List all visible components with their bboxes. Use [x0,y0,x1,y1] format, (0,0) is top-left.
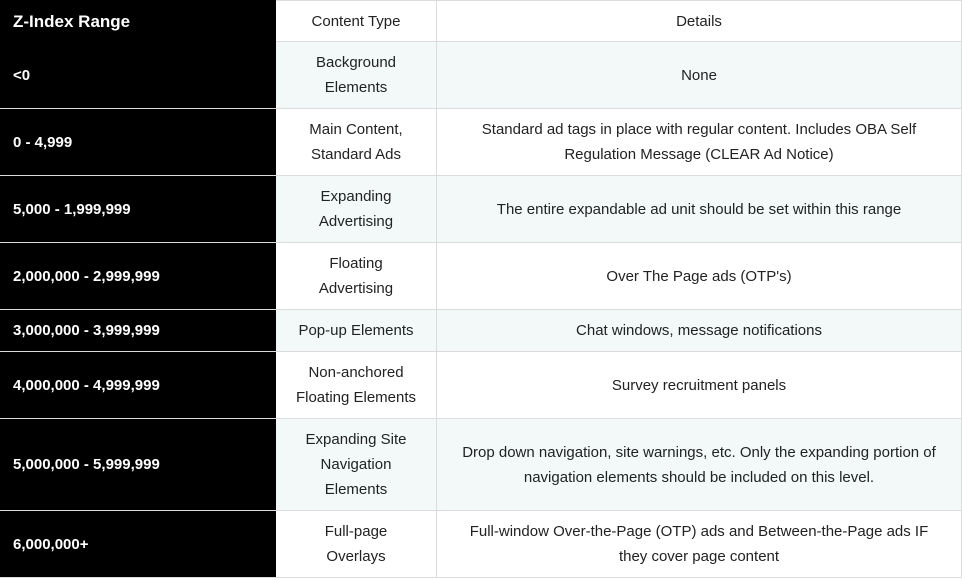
content-type-cell: Expanding Advertising [276,176,437,243]
details-cell: Standard ad tags in place with regular content. Includes OBA Self Regulation Message (CLEAR Ad Notice) [437,109,962,176]
z-index-range-cell: 0 - 4,999 [1,109,276,176]
content-type-cell: Background Elements [276,42,437,109]
details-cell: Full-window Over-the-Page (OTP) ads and Between-the-Page ads IF they cover page content [437,511,962,578]
details-cell: The entire expandable ad unit should be set within this range [437,176,962,243]
table-header-row [1,1,962,42]
z-index-range-cell: 5,000 - 1,999,999 [1,176,276,243]
table-row [1,243,962,310]
details-cell: Chat windows, message notifications [437,310,962,352]
details-cell: Over The Page ads (OTP's) [437,243,962,310]
z-index-range-cell: 4,000,000 - 4,999,999 [1,352,276,419]
z-index-range-cell: <0 [1,42,276,109]
content-type-cell: Full-page Overlays [276,511,437,578]
header-details: Details [437,1,962,42]
z-index-range-cell: 2,000,000 - 2,999,999 [1,243,276,310]
table-row [1,419,962,511]
table-row [1,310,962,352]
z-index-range-cell: 5,000,000 - 5,999,999 [1,419,276,511]
content-type-cell: Expanding Site Navigation Elements [276,419,437,511]
header-z-index-range: Z-Index Range [1,1,276,42]
details-cell: Drop down navigation, site warnings, etc. Only the expanding portion of navigation elements should be included on this level. [437,419,962,511]
table-row [1,176,962,243]
table-row [1,42,962,109]
content-type-cell: Non-anchored Floating Elements [276,352,437,419]
content-type-cell: Pop-up Elements [276,310,437,352]
z-index-range-cell: 3,000,000 - 3,999,999 [1,310,276,352]
details-cell: None [437,42,962,109]
content-type-cell: Main Content, Standard Ads [276,109,437,176]
details-cell: Survey recruitment panels [437,352,962,419]
header-content-type: Content Type [276,1,437,42]
table-row [1,511,962,578]
z-index-range-cell: 6,000,000+ [1,511,276,578]
table-row [1,109,962,176]
content-type-cell: Floating Advertising [276,243,437,310]
table-row [1,352,962,419]
